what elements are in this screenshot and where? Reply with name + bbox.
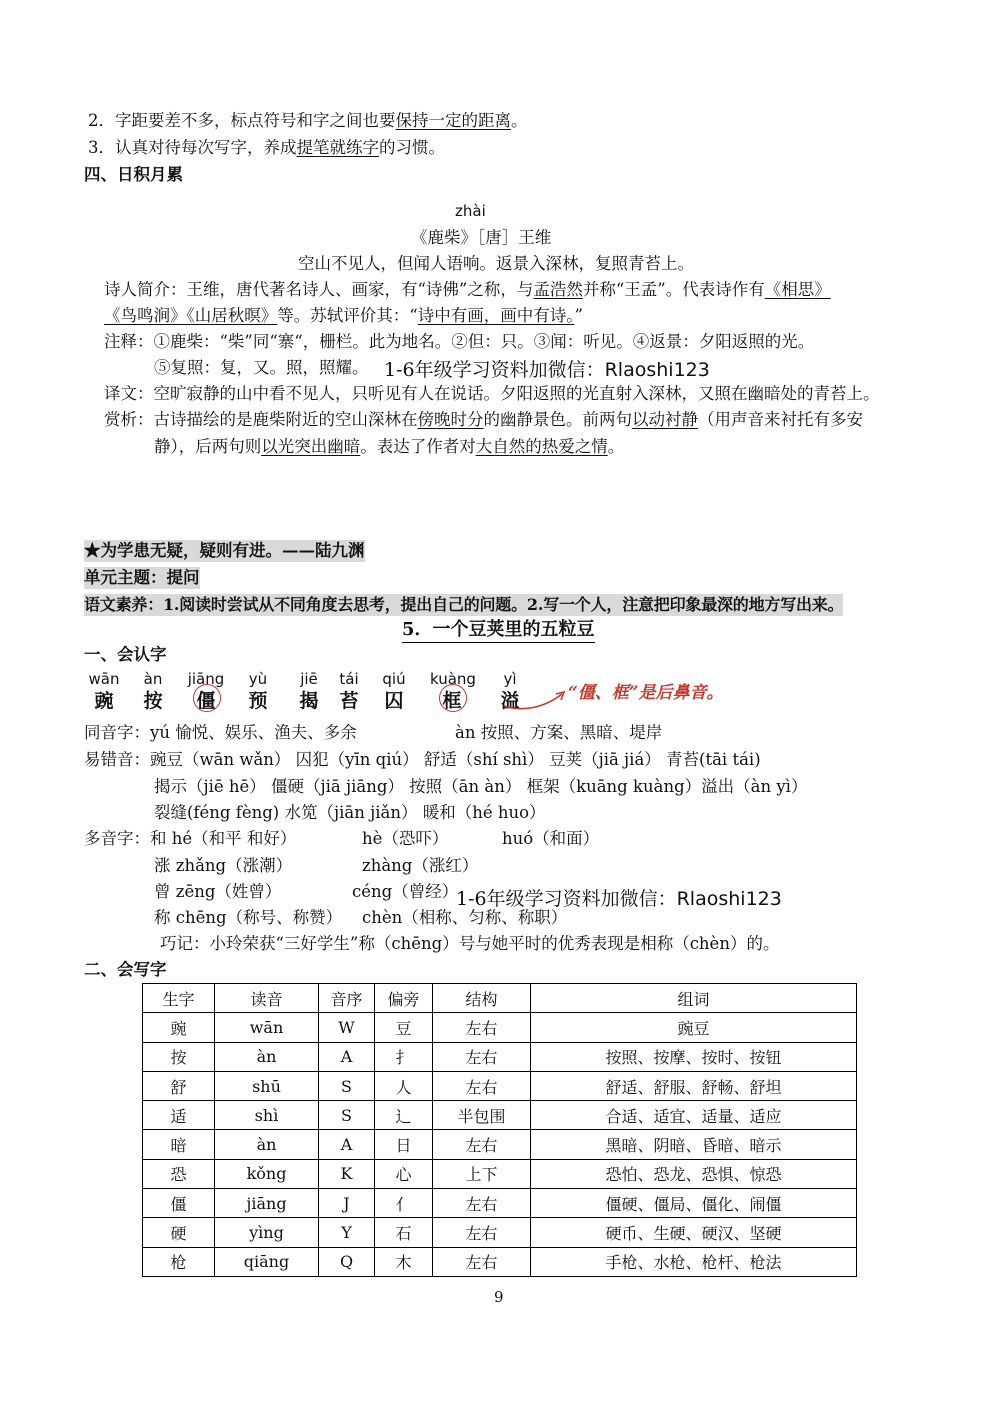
- polyphone-he-1: 多音字：和 hé（和平 和好）: [84, 829, 297, 848]
- cell: A: [319, 1042, 375, 1071]
- pinyin: tái: [339, 670, 359, 688]
- cell: àn: [215, 1042, 319, 1071]
- memory-tip: 巧记：小玲荣获“三好学生”称（chēng）号与她平时的优秀表现是相称（chèn）的。: [160, 934, 780, 953]
- cell: 亻: [375, 1189, 433, 1218]
- cell: 豌: [143, 1013, 215, 1042]
- cell: yìng: [215, 1218, 319, 1247]
- cell: S: [319, 1101, 375, 1130]
- char: 僵: [196, 690, 216, 712]
- cell: 枪: [143, 1247, 215, 1276]
- cell: kǒng: [215, 1159, 319, 1188]
- appreciation-line1: 赏析：古诗描绘的是鹿柴附近的空山深林在傍晚时分的幽静景色。前两句以动衬静（用声音来衬托有多安: [104, 410, 863, 429]
- cell: 日: [375, 1130, 433, 1159]
- cell: W: [319, 1013, 375, 1042]
- table-row: [143, 1130, 857, 1159]
- char: 豌: [94, 690, 114, 712]
- page-number: 9: [494, 1288, 504, 1306]
- cell: 硬: [143, 1218, 215, 1247]
- cell: 恐怕、恐龙、恐惧、惊恐: [531, 1159, 857, 1188]
- cell: 僵硬、僵局、僵化、闹僵: [531, 1189, 857, 1218]
- polyphone-zhang-1: 涨 zhǎng（涨潮）: [154, 856, 293, 875]
- circle-mark-kuang: [439, 684, 467, 712]
- pinyin: kuàng: [430, 670, 476, 688]
- cell: àn: [215, 1130, 319, 1159]
- cell: 适: [143, 1101, 215, 1130]
- pinyin: qiú: [382, 670, 406, 688]
- header-cell: 音序: [319, 984, 375, 1013]
- translation: 译文：空旷寂静的山中看不见人，只听见有人在说话。夕阳返照的光直射入深林，又照在幽暗处的青苔上。: [104, 384, 880, 403]
- cell: 扌: [375, 1042, 433, 1071]
- cell: 心: [375, 1159, 433, 1188]
- cell: 硬币、生硬、硬汉、坚硬: [531, 1218, 857, 1247]
- character-table: [142, 983, 857, 1277]
- char: 揭: [299, 690, 319, 712]
- table-row: [143, 1013, 857, 1042]
- notes-line2: ⑤复照：复，又。照，照耀。: [154, 358, 369, 377]
- cell: 恐: [143, 1159, 215, 1188]
- pinyin: jiāng: [187, 670, 225, 688]
- pinyin: yì: [503, 670, 517, 688]
- cell: 木: [375, 1247, 433, 1276]
- cell: 半包围: [433, 1101, 531, 1130]
- header-cell: 组词: [531, 984, 857, 1013]
- unit-theme: 单元主题：提问: [84, 568, 200, 587]
- circle-mark-jiang: [193, 684, 221, 712]
- cell: K: [319, 1159, 375, 1188]
- homophones: 同音字：yú 愉悦、娱乐、渔夫、多余: [84, 723, 357, 742]
- char: 框: [442, 690, 462, 712]
- section-heading-accumulate: 四、日积月累: [84, 165, 183, 184]
- cell: 左右: [433, 1130, 531, 1159]
- cell: wān: [215, 1013, 319, 1042]
- table-row: [143, 1159, 857, 1188]
- cell: Y: [319, 1218, 375, 1247]
- polyphone-zhang-2: zhàng（涨红）: [362, 856, 479, 875]
- pinyin: jiē: [300, 670, 318, 688]
- pinyin: àn: [143, 670, 163, 688]
- polyphone-he-2: hè（恐吓）: [362, 829, 449, 848]
- table-row: [143, 1218, 857, 1247]
- table-row: [143, 1042, 857, 1071]
- char: 按: [143, 690, 163, 712]
- rule-line-3: 3．认真对待每次写字，养成提笔就练字的习惯。: [88, 138, 445, 157]
- cell: 左右: [433, 1247, 531, 1276]
- lesson-title: 5．一个豆荚里的五粒豆: [402, 618, 595, 643]
- polyphone-zeng-2: céng（曾经）: [352, 882, 459, 901]
- appreciation-line2: 静），后两句则以光突出幽暗。表达了作者对大自然的热爱之情。: [154, 437, 625, 456]
- notes-line1: 注释：①鹿柴：“柴”同“寨“，栅栏。此为地名。②但：只。③闻：听见。④返景：夕阳返照的光。: [104, 332, 815, 351]
- cell: 舒适、舒服、舒畅、舒坦: [531, 1071, 857, 1100]
- polyphone-cheng-2: chèn（相称、匀称、称职）: [362, 908, 568, 927]
- rule-line-2: 2．字距要差不多，标点符号和字之间也要保持一定的距离。: [88, 111, 528, 130]
- cell: 左右: [433, 1189, 531, 1218]
- cell: 暗: [143, 1130, 215, 1159]
- cell: Q: [319, 1247, 375, 1276]
- cell: 左右: [433, 1013, 531, 1042]
- header-cell: 读音: [215, 984, 319, 1013]
- table-header-row: [143, 984, 857, 1013]
- cell: 按照、按摩、按时、按钮: [531, 1042, 857, 1071]
- section-heading-write: 二、会写字: [84, 960, 167, 979]
- char: 苔: [339, 690, 359, 712]
- cell: 左右: [433, 1071, 531, 1100]
- cell: S: [319, 1071, 375, 1100]
- unit-quote: ★为学患无疑，疑则有进。——陆九渊: [84, 541, 365, 560]
- poet-intro-line2: 《鸟鸣涧》《山居秋暝》等。苏轼评价其：“诗中有画，画中有诗。”: [104, 306, 583, 325]
- header-cell: 偏旁: [375, 984, 433, 1013]
- cell: J: [319, 1189, 375, 1218]
- cell: 豆: [375, 1013, 433, 1042]
- cell: 上下: [433, 1159, 531, 1188]
- cell: 人: [375, 1071, 433, 1100]
- unit-literacy: 语文素养：1.阅读时尝试从不同角度去思考，提出自己的问题。2.写一个人，注意把印象最深的地方写出来。: [84, 595, 844, 614]
- table-row: [143, 1101, 857, 1130]
- char: 溢: [500, 690, 520, 712]
- cell: 僵: [143, 1189, 215, 1218]
- cell: 舒: [143, 1071, 215, 1100]
- table-row: [143, 1071, 857, 1100]
- cell: 豌豆: [531, 1013, 857, 1042]
- cell: 手枪、水枪、枪杆、枪法: [531, 1247, 857, 1276]
- confusing-sounds-2: 揭示（jiē hē） 僵硬（jiā jiāng） 按照（ān àn） 框架（kuāng kuàng）溢出（àn yì）: [154, 777, 808, 796]
- poet-intro-line1: 诗人简介：王维，唐代著名诗人、画家，有“诗佛”之称，与孟浩然并称“王孟”。代表诗作有《相思》: [104, 280, 831, 299]
- cell: 左右: [433, 1042, 531, 1071]
- cell: A: [319, 1130, 375, 1159]
- pronunciation-note: “僵、框”是后鼻音。: [568, 683, 724, 703]
- cell: shū: [215, 1071, 319, 1100]
- polyphone-he-3: huó（和面）: [502, 829, 600, 848]
- cell: 辶: [375, 1101, 433, 1130]
- char: 囚: [384, 690, 404, 712]
- title-pinyin: zhài: [455, 202, 486, 220]
- poem-text: 空山不见人，但闻人语响。返景入深林，复照青苔上。: [298, 254, 694, 273]
- table-row: [143, 1247, 857, 1276]
- confusing-sounds-1: 易错音：豌豆（wān wǎn） 囚犯（yīn qiú） 舒适（shí shì） 豆荚（jiā jiá） 青苔(tāi tái): [84, 750, 761, 769]
- polyphone-zeng-1: 曾 zēng（姓曾）: [154, 882, 282, 901]
- confusing-sounds-3: 裂缝(féng fèng) 水笕（jiān jiǎn） 暖和（hé huo）: [154, 803, 546, 822]
- cell: 左右: [433, 1218, 531, 1247]
- header-cell: 结构: [433, 984, 531, 1013]
- cell: qiāng: [215, 1247, 319, 1276]
- table-row: [143, 1189, 857, 1218]
- polyphone-cheng-1: 称 chēng（称号、称赞）: [154, 908, 343, 927]
- poem-title: 《鹿柴》［唐］王维: [411, 228, 552, 247]
- section-heading-recognize: 一、会认字: [84, 645, 167, 664]
- cell: jiāng: [215, 1189, 319, 1218]
- cell: shì: [215, 1101, 319, 1130]
- pinyin: wān: [88, 670, 120, 688]
- watermark-1: 1-6年级学习资料加微信：Rlaoshi123: [384, 359, 710, 381]
- cell: 黑暗、阴暗、昏暗、暗示: [531, 1130, 857, 1159]
- pinyin: yù: [248, 670, 268, 688]
- char: 预: [248, 690, 268, 712]
- cell: 石: [375, 1218, 433, 1247]
- header-cell: 生字: [143, 984, 215, 1013]
- cell: 合适、适宜、适量、适应: [531, 1101, 857, 1130]
- homophones-an: àn 按照、方案、黑暗、堤岸: [455, 723, 663, 742]
- cell: 按: [143, 1042, 215, 1071]
- watermark-2: 1-6年级学习资料加微信：Rlaoshi123: [456, 888, 782, 910]
